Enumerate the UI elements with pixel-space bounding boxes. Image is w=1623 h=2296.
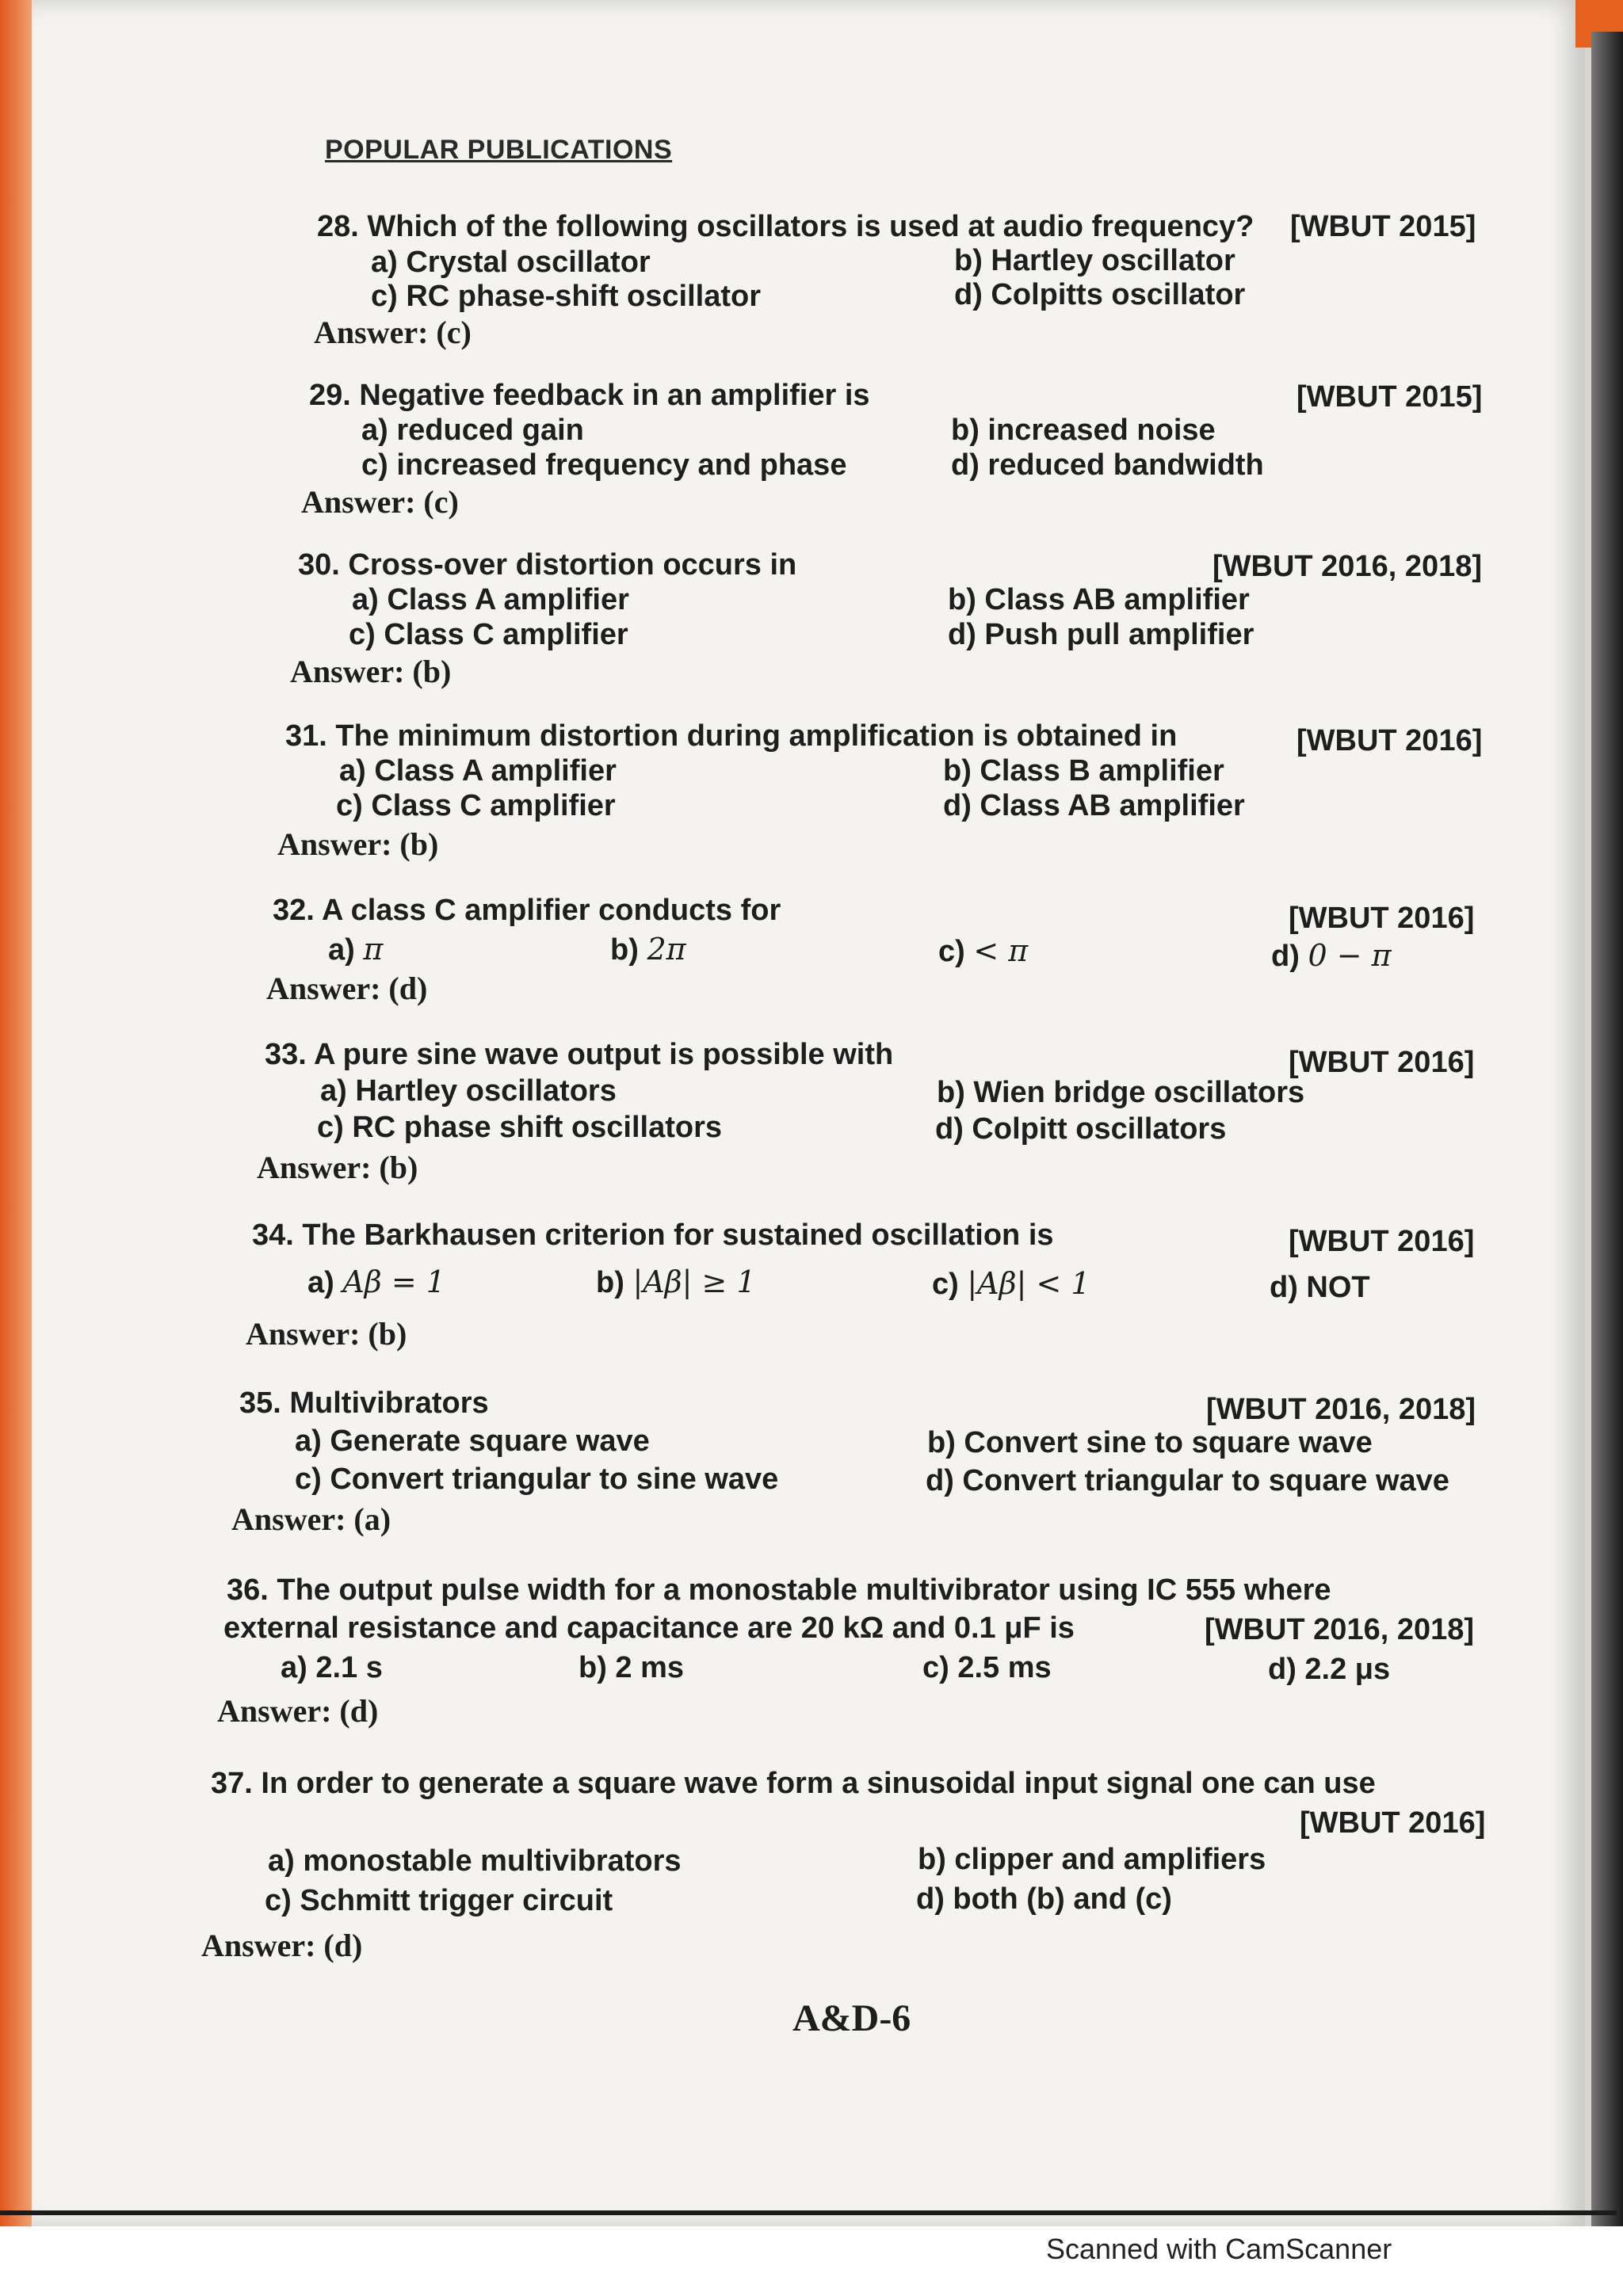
option-c-label: c): [938, 935, 965, 968]
option-c: c) Schmitt trigger circuit: [265, 1884, 613, 1917]
exam-tag: [WBUT 2016]: [1300, 1806, 1486, 1840]
question-stem-continued: external resistance and capacitance are 20 kΩ and 0.1 μF is: [223, 1611, 1075, 1645]
option-d: d) Class AB amplifier: [943, 789, 1245, 822]
option-d: d) NOT: [1270, 1271, 1370, 1304]
option-b: b) clipper and amplifiers: [918, 1843, 1266, 1876]
answer: Answer: (a): [231, 1501, 391, 1537]
answer: Answer: (d): [201, 1928, 363, 1963]
option-a: a) Hartley oscillators: [320, 1074, 617, 1108]
question-stem: 29. Negative feedback in an amplifier is: [309, 379, 870, 412]
option-d: d) 2.2 μs: [1268, 1653, 1391, 1686]
publisher-header: POPULAR PUBLICATIONS: [325, 135, 673, 165]
option-b: b) Convert sine to square wave: [927, 1426, 1373, 1459]
option-a-value: π: [363, 932, 384, 967]
exam-tag: [WBUT 2016]: [1289, 1046, 1475, 1079]
page-left-edge: [0, 0, 32, 2296]
exam-tag: [WBUT 2016]: [1289, 1225, 1475, 1258]
question-stem: 33. A pure sine wave output is possible with: [265, 1038, 894, 1071]
answer: Answer: (c): [314, 315, 472, 350]
option-c: [938, 933, 1028, 969]
option-b-label: b): [596, 1266, 624, 1299]
option-a: a) Crystal oscillator: [371, 246, 651, 279]
question-stem: 35. Multivibrators: [239, 1386, 489, 1420]
page-right-edge: [1591, 32, 1623, 2234]
option-d: [1271, 938, 1392, 974]
option-a: a) Class A amplifier: [352, 583, 629, 616]
option-b: b) Wien bridge oscillators: [937, 1076, 1305, 1109]
option-c: c) increased frequency and phase: [361, 448, 847, 482]
option-c: c) Convert triangular to sine wave: [295, 1463, 779, 1496]
exam-tag: [WBUT 2016, 2018]: [1205, 1613, 1475, 1646]
option-a: a) Generate square wave: [295, 1425, 650, 1458]
exam-tag: [WBUT 2016]: [1296, 724, 1483, 757]
option-c-value: < π: [973, 933, 1029, 968]
option-d: d) Colpitts oscillator: [954, 278, 1246, 311]
question-stem: 32. A class C amplifier conducts for: [273, 894, 781, 927]
option-b: [596, 1264, 756, 1300]
exam-tag: [WBUT 2016, 2018]: [1212, 550, 1483, 583]
page-number: A&D-6: [792, 1997, 911, 2039]
option-b: [610, 932, 686, 967]
answer: Answer: (b): [246, 1316, 407, 1352]
answer: Answer: (b): [277, 826, 439, 862]
question-stem: 31. The minimum distortion during amplification is obtained in: [285, 719, 1178, 753]
question-stem: 34. The Barkhausen criterion for sustained oscillation is: [252, 1219, 1054, 1252]
option-b-label: b): [610, 933, 639, 967]
option-b-value: 2π: [647, 932, 686, 967]
answer: Answer: (c): [301, 484, 459, 520]
option-c: c) RC phase shift oscillators: [317, 1111, 723, 1144]
page-bottom-edge: [0, 2210, 1617, 2215]
option-c-label: c): [932, 1268, 959, 1301]
exam-tag: [WBUT 2016]: [1289, 902, 1475, 935]
option-b: b) Class B amplifier: [943, 754, 1224, 788]
answer: Answer: (b): [257, 1150, 418, 1185]
answer: Answer: (b): [290, 654, 452, 689]
option-d: d) both (b) and (c): [916, 1882, 1172, 1916]
option-d-label: d): [1271, 940, 1300, 973]
option-b-value: |Aβ| ≥ 1: [632, 1264, 756, 1299]
option-d-value: 0 − π: [1308, 938, 1392, 973]
option-c: c) Class C amplifier: [336, 789, 616, 822]
option-a: a) monostable multivibrators: [268, 1844, 682, 1878]
question-stem: 30. Cross-over distortion occurs in: [298, 548, 797, 582]
option-a-label: a): [307, 1266, 334, 1299]
option-a: a) reduced gain: [361, 414, 584, 447]
option-c: c) RC phase-shift oscillator: [371, 280, 761, 313]
option-b: b) Class AB amplifier: [948, 583, 1250, 616]
exam-tag: [WBUT 2015]: [1296, 380, 1483, 414]
question-stem: 36. The output pulse width for a monostable multivibrator using IC 555 where: [227, 1573, 1331, 1607]
option-a: [307, 1264, 445, 1300]
option-a: a) 2.1 s: [281, 1651, 383, 1684]
answer: Answer: (d): [266, 971, 428, 1006]
option-a: [328, 932, 383, 967]
question-stem: 28. Which of the following oscillators is used at audio frequency?: [317, 210, 1254, 243]
option-c-value: |Aβ| < 1: [967, 1266, 1090, 1301]
option-d: d) Colpitt oscillators: [935, 1112, 1227, 1146]
option-b: b) Hartley oscillator: [954, 244, 1235, 277]
option-a-label: a): [328, 933, 355, 967]
option-d: d) reduced bandwidth: [951, 448, 1264, 482]
question-stem: 37. In order to generate a square wave form a sinusoidal input signal one can use: [211, 1767, 1376, 1800]
option-b: b) 2 ms: [579, 1651, 685, 1684]
option-d: d) Convert triangular to square wave: [926, 1464, 1449, 1497]
answer: Answer: (d): [217, 1693, 379, 1729]
option-b: b) increased noise: [951, 414, 1216, 447]
option-c: c) 2.5 ms: [922, 1651, 1052, 1684]
option-a: a) Class A amplifier: [339, 754, 617, 788]
exam-tag: [WBUT 2016, 2018]: [1206, 1393, 1476, 1426]
option-c: [932, 1266, 1090, 1302]
option-a-value: Aβ = 1: [342, 1264, 445, 1299]
option-c: c) Class C amplifier: [349, 618, 628, 651]
exam-tag: [WBUT 2015]: [1290, 210, 1476, 243]
option-d: d) Push pull amplifier: [948, 618, 1254, 651]
scanner-watermark: Scanned with CamScanner: [1046, 2233, 1392, 2265]
